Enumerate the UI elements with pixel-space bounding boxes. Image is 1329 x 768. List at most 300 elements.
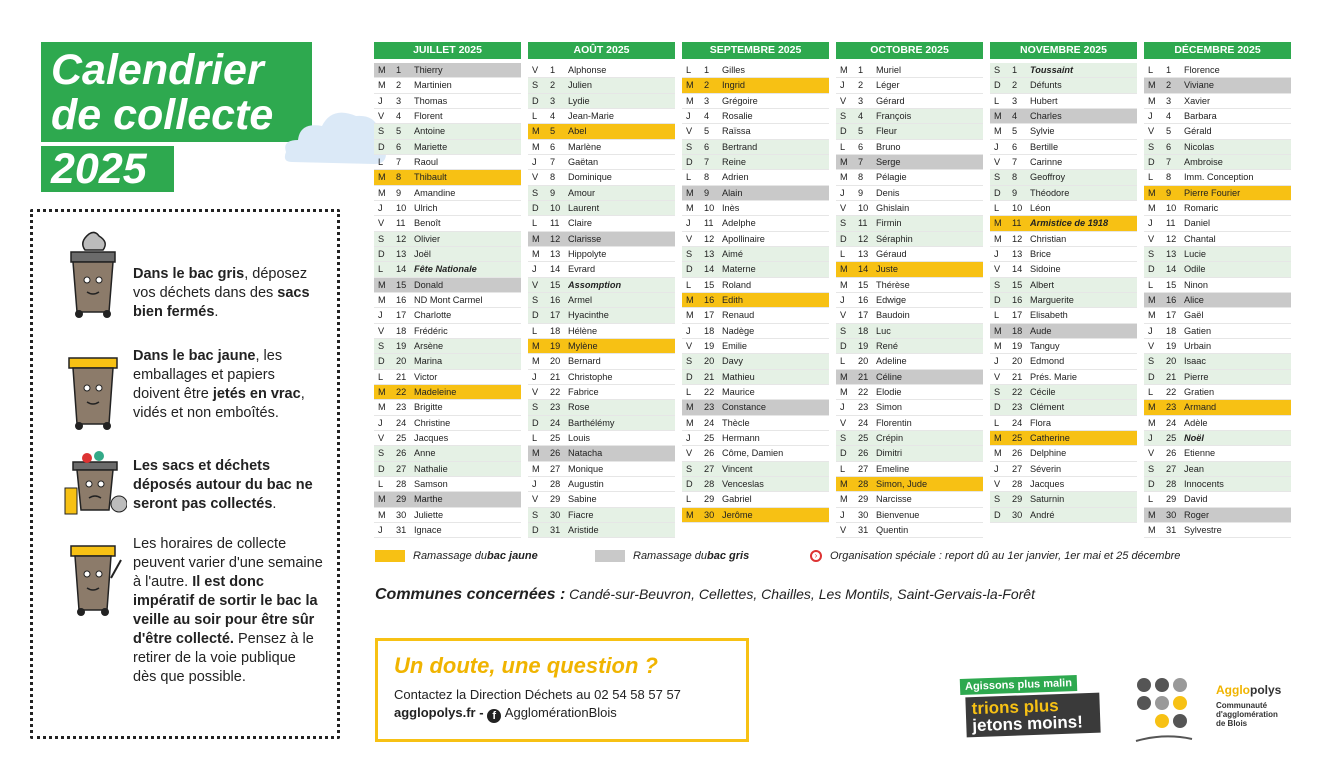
day-row xyxy=(528,477,675,492)
saint-name: Thierry xyxy=(414,65,443,75)
day-number: 31 xyxy=(550,524,561,535)
day-number: 5 xyxy=(550,126,556,137)
day-number: 7 xyxy=(550,156,556,167)
weekday-letter: M xyxy=(1148,509,1156,520)
day-number: 18 xyxy=(396,325,407,336)
special-arrow-icon: › xyxy=(810,550,822,562)
day-row xyxy=(836,324,983,339)
saint-name: Grégoire xyxy=(722,95,758,106)
day-row xyxy=(990,94,1137,109)
weekday-letter: M xyxy=(994,340,1002,351)
weekday-letter: L xyxy=(378,478,384,489)
weekday-letter: D xyxy=(378,356,385,367)
day-number: 14 xyxy=(1166,264,1177,275)
day-number: 26 xyxy=(858,448,869,459)
weekday-letter: L xyxy=(840,463,846,474)
day-row xyxy=(374,308,521,323)
day-number: 22 xyxy=(1012,386,1023,397)
weekday-letter: J xyxy=(994,141,999,152)
day-number: 3 xyxy=(1166,95,1172,106)
day-number: 20 xyxy=(704,356,715,367)
weekday-letter: L xyxy=(840,356,846,367)
day-row xyxy=(528,385,675,400)
contact-box xyxy=(375,638,749,742)
weekday-letter: M xyxy=(994,432,1002,443)
day-number: 7 xyxy=(396,156,402,167)
saint-name: Rosalie xyxy=(722,110,753,121)
saint-name: Clarisse xyxy=(568,233,602,244)
day-number: 13 xyxy=(1166,248,1177,259)
day-row xyxy=(836,431,983,446)
weekday-letter: S xyxy=(532,294,539,305)
weekday-letter: M xyxy=(686,294,694,305)
saint-name: Imm. Conception xyxy=(1184,172,1254,183)
weekday-letter: J xyxy=(840,80,845,91)
weekday-letter: J xyxy=(840,187,845,198)
weekday-letter: V xyxy=(1148,448,1155,459)
weekday-letter: M xyxy=(1148,524,1156,535)
day-row xyxy=(374,232,521,247)
day-row xyxy=(836,232,983,247)
day-row xyxy=(528,201,675,216)
day-number: 26 xyxy=(550,448,561,459)
saint-name: Delphine xyxy=(1030,448,1067,459)
title-year: 2025 xyxy=(41,146,174,192)
day-row xyxy=(682,324,829,339)
day-number: 9 xyxy=(1012,187,1018,198)
yellow-swatch xyxy=(375,550,405,562)
day-number: 15 xyxy=(396,279,407,290)
weekday-letter: V xyxy=(532,65,539,75)
weekday-letter: J xyxy=(378,417,383,428)
weekday-letter: L xyxy=(1148,494,1154,505)
weekday-letter: V xyxy=(994,156,1001,167)
day-number: 5 xyxy=(1166,126,1172,137)
weekday-letter: M xyxy=(378,172,386,183)
saint-name: Fleur xyxy=(876,126,897,137)
saint-name: Reine xyxy=(722,156,747,167)
day-number: 4 xyxy=(396,110,402,121)
communes: Communes concernées : Candé-sur-Beuvron, Cellettes, Chailles, Les Montils, Saint-Gervais-la-Forêt xyxy=(375,586,1035,603)
day-row xyxy=(1144,523,1291,538)
day-row xyxy=(990,508,1137,523)
day-row xyxy=(528,293,675,308)
day-row xyxy=(990,124,1137,139)
weekday-letter: L xyxy=(686,494,692,505)
day-row xyxy=(990,492,1137,507)
day-row xyxy=(682,247,829,262)
saint-name: Alain xyxy=(722,187,743,198)
day-row xyxy=(990,339,1137,354)
day-number: 20 xyxy=(550,356,561,367)
weekday-letter: S xyxy=(686,356,693,367)
weekday-letter: D xyxy=(994,509,1001,520)
saint-name: Donald xyxy=(414,279,444,290)
day-row xyxy=(990,186,1137,201)
saint-name: Davy xyxy=(722,356,743,367)
weekday-letter: D xyxy=(532,202,539,213)
weekday-letter: J xyxy=(1148,432,1153,443)
weekday-letter: S xyxy=(994,279,1001,290)
weekday-letter: M xyxy=(378,279,386,290)
saint-name: Martinien xyxy=(414,80,452,91)
day-number: 24 xyxy=(858,417,869,428)
saint-name: Amour xyxy=(568,187,596,198)
day-row xyxy=(682,400,829,415)
bin-with-bags-icon xyxy=(63,448,127,518)
saint-name: Toussaint xyxy=(1030,65,1074,75)
day-number: 7 xyxy=(704,156,710,167)
day-number: 14 xyxy=(550,264,561,275)
saint-name: Léger xyxy=(876,80,900,91)
day-number: 15 xyxy=(858,279,869,290)
weekday-letter: L xyxy=(532,432,538,443)
day-number: 4 xyxy=(1166,110,1172,121)
contact-line: Contactez la Direction Déchets au 02 54 58 57 57 xyxy=(394,687,681,702)
weekday-letter: J xyxy=(686,325,691,336)
day-number: 17 xyxy=(704,310,715,321)
day-number: 30 xyxy=(1166,509,1177,520)
weekday-letter: D xyxy=(994,80,1001,91)
weekday-letter: S xyxy=(686,141,693,152)
day-row xyxy=(836,370,983,385)
saint-name: Charlotte xyxy=(414,310,452,321)
month-column xyxy=(990,42,1137,538)
day-row xyxy=(990,63,1137,78)
day-number: 26 xyxy=(1166,448,1177,459)
day-number: 22 xyxy=(550,386,561,397)
weekday-letter: M xyxy=(994,448,1002,459)
day-row xyxy=(836,278,983,293)
day-number: 21 xyxy=(858,371,869,382)
day-number: 22 xyxy=(858,386,869,397)
saint-name: Léon xyxy=(1030,202,1051,213)
saint-name: Arsène xyxy=(414,340,444,351)
day-number: 23 xyxy=(858,402,869,413)
day-row xyxy=(836,216,983,231)
day-row xyxy=(836,385,983,400)
saint-name: Aude xyxy=(1030,325,1052,336)
weekday-letter: M xyxy=(840,478,848,489)
info-not-collected: Les sacs et déchets déposés autour du bac ne seront pas collectés. xyxy=(133,458,313,512)
saint-name: Bruno xyxy=(876,141,901,152)
day-row xyxy=(374,278,521,293)
saint-name: Serge xyxy=(876,156,901,167)
weekday-letter: V xyxy=(378,325,385,336)
day-number: 7 xyxy=(858,156,864,167)
saint-name: Ninon xyxy=(1184,279,1209,290)
day-number: 14 xyxy=(704,264,715,275)
day-number: 23 xyxy=(396,402,407,413)
saint-name: René xyxy=(876,340,898,351)
saint-name: Sylvestre xyxy=(1184,524,1222,535)
day-row xyxy=(528,400,675,415)
day-row xyxy=(374,339,521,354)
saint-name: Florent xyxy=(414,110,443,121)
weekday-letter: D xyxy=(686,371,693,382)
day-number: 2 xyxy=(704,80,710,91)
day-row xyxy=(990,232,1137,247)
day-row xyxy=(1144,370,1291,385)
saint-name: Mylène xyxy=(568,340,598,351)
day-row xyxy=(990,262,1137,277)
saint-name: Fabrice xyxy=(568,386,599,397)
weekday-letter: S xyxy=(840,432,847,443)
saint-name: Muriel xyxy=(876,65,902,75)
saint-name: Raoul xyxy=(414,156,439,167)
saint-name: Etienne xyxy=(1184,448,1216,459)
day-row xyxy=(682,170,829,185)
saint-name: Natacha xyxy=(568,448,603,459)
saint-name: Firmin xyxy=(876,218,902,229)
day-row xyxy=(990,78,1137,93)
title-line1: Calendrier xyxy=(51,46,264,94)
weekday-letter: S xyxy=(994,65,1001,75)
day-number: 4 xyxy=(550,110,556,121)
weekday-letter: M xyxy=(378,187,386,198)
day-row xyxy=(1144,293,1291,308)
saint-name: Juste xyxy=(876,264,898,275)
day-number: 25 xyxy=(396,432,407,443)
day-number: 28 xyxy=(858,478,869,489)
saint-name: Marlène xyxy=(568,141,602,152)
saint-name: Armistice de 1918 xyxy=(1030,218,1109,229)
weekday-letter: L xyxy=(532,325,538,336)
saint-name: Carinne xyxy=(1030,156,1063,167)
day-row xyxy=(528,431,675,446)
saint-name: David xyxy=(1184,494,1208,505)
saint-name: Fête Nationale xyxy=(414,264,477,275)
saint-name: Elodie xyxy=(876,386,902,397)
day-row xyxy=(836,186,983,201)
day-number: 29 xyxy=(704,494,715,505)
day-row xyxy=(836,78,983,93)
day-row xyxy=(528,308,675,323)
day-number: 8 xyxy=(1012,172,1018,183)
day-row xyxy=(682,492,829,507)
day-number: 25 xyxy=(1166,432,1177,443)
weekday-letter: M xyxy=(686,310,694,321)
weekday-letter: J xyxy=(994,356,999,367)
day-number: 21 xyxy=(704,371,715,382)
day-row xyxy=(374,293,521,308)
day-row xyxy=(528,155,675,170)
weekday-letter: D xyxy=(378,248,385,259)
day-number: 1 xyxy=(396,65,402,75)
weekday-letter: M xyxy=(686,417,694,428)
day-row xyxy=(374,492,521,507)
day-number: 29 xyxy=(550,494,561,505)
day-number: 9 xyxy=(1166,187,1172,198)
saint-name: Emeline xyxy=(876,463,910,474)
day-row xyxy=(682,109,829,124)
day-number: 30 xyxy=(704,509,715,520)
weekday-letter: L xyxy=(840,141,846,152)
day-row xyxy=(836,155,983,170)
day-number: 25 xyxy=(1012,432,1023,443)
day-row xyxy=(682,508,829,523)
day-row xyxy=(374,170,521,185)
saint-name: Marina xyxy=(414,356,443,367)
saint-name: Bertille xyxy=(1030,141,1059,152)
day-row xyxy=(1144,431,1291,446)
day-row xyxy=(528,124,675,139)
weekday-letter: S xyxy=(994,494,1001,505)
saint-name: Ignace xyxy=(414,524,442,535)
saint-name: Séraphin xyxy=(876,233,913,244)
day-number: 26 xyxy=(396,448,407,459)
saint-name: Innocents xyxy=(1184,478,1224,489)
saint-name: Edmond xyxy=(1030,356,1065,367)
weekday-letter: J xyxy=(840,294,845,305)
day-row xyxy=(836,416,983,431)
day-row xyxy=(682,262,829,277)
day-number: 30 xyxy=(1012,509,1023,520)
day-row xyxy=(682,431,829,446)
saint-name: Venceslas xyxy=(722,478,764,489)
day-row xyxy=(836,247,983,262)
saint-name: Joël xyxy=(414,248,431,259)
day-row xyxy=(528,232,675,247)
saint-name: Antoine xyxy=(414,126,446,137)
day-number: 10 xyxy=(1166,202,1177,213)
weekday-letter: S xyxy=(1148,141,1155,152)
day-number: 20 xyxy=(858,356,869,367)
saint-name: Christine xyxy=(414,417,451,428)
saint-name: Juliette xyxy=(414,509,444,520)
saint-name: Geoffroy xyxy=(1030,172,1066,183)
day-number: 2 xyxy=(550,80,556,91)
day-row xyxy=(1144,416,1291,431)
day-row xyxy=(528,278,675,293)
day-row xyxy=(1144,308,1291,323)
weekday-letter: J xyxy=(1148,218,1153,229)
weekday-letter: J xyxy=(686,218,691,229)
saint-name: Bernard xyxy=(568,356,601,367)
day-number: 12 xyxy=(1012,233,1023,244)
day-row xyxy=(682,155,829,170)
saint-name: Hyacinthe xyxy=(568,310,609,321)
day-row xyxy=(374,523,521,538)
saint-name: Adeline xyxy=(876,356,907,367)
day-row xyxy=(374,508,521,523)
day-number: 23 xyxy=(550,402,561,413)
day-number: 12 xyxy=(704,233,715,244)
day-number: 20 xyxy=(396,356,407,367)
saint-name: Chantal xyxy=(1184,233,1216,244)
weekday-letter: V xyxy=(994,371,1001,382)
weekday-letter: D xyxy=(994,294,1001,305)
day-number: 15 xyxy=(704,279,715,290)
weekday-letter: M xyxy=(686,187,694,198)
day-number: 13 xyxy=(1012,248,1023,259)
day-number: 27 xyxy=(396,463,407,474)
day-number: 29 xyxy=(396,494,407,505)
saint-name: Monique xyxy=(568,463,604,474)
weekday-letter: L xyxy=(994,95,1000,106)
weekday-letter: V xyxy=(686,448,693,459)
day-number: 8 xyxy=(550,172,556,183)
day-row xyxy=(990,308,1137,323)
day-number: 3 xyxy=(858,95,864,106)
day-number: 18 xyxy=(1166,325,1177,336)
saint-name: Assomption xyxy=(568,279,622,290)
weekday-letter: V xyxy=(532,494,539,505)
weekday-letter: V xyxy=(994,478,1001,489)
weekday-letter: D xyxy=(1148,264,1155,275)
day-row xyxy=(1144,63,1291,78)
day-number: 6 xyxy=(1166,141,1172,152)
saint-name: Gabriel xyxy=(722,494,752,505)
day-number: 1 xyxy=(858,65,864,75)
weekday-letter: V xyxy=(840,417,847,428)
day-number: 2 xyxy=(1012,80,1018,91)
weekday-letter: J xyxy=(1148,325,1153,336)
day-row xyxy=(682,339,829,354)
day-number: 23 xyxy=(1166,402,1177,413)
day-number: 6 xyxy=(550,141,556,152)
weekday-letter: J xyxy=(1148,110,1153,121)
weekday-letter: D xyxy=(994,187,1001,198)
day-number: 15 xyxy=(1166,279,1177,290)
day-row xyxy=(990,293,1137,308)
weekday-letter: M xyxy=(378,65,386,75)
saint-name: Adrien xyxy=(722,172,749,183)
day-number: 21 xyxy=(1012,371,1023,382)
day-row xyxy=(990,109,1137,124)
saint-name: Clément xyxy=(1030,402,1065,413)
day-row xyxy=(374,140,521,155)
day-row xyxy=(682,370,829,385)
day-number: 19 xyxy=(858,340,869,351)
weekday-letter: S xyxy=(686,463,693,474)
saint-name: Alice xyxy=(1184,294,1204,305)
weekday-letter: J xyxy=(378,202,383,213)
saint-name: Raïssa xyxy=(722,126,751,137)
day-number: 8 xyxy=(1166,172,1172,183)
saint-name: Hippolyte xyxy=(568,248,607,259)
saint-name: Frédéric xyxy=(414,325,448,336)
month-column xyxy=(682,42,829,538)
weekday-letter: J xyxy=(378,524,383,535)
legend-yellow: Ramassage du bac jaune xyxy=(375,550,538,562)
day-number: 11 xyxy=(1166,218,1176,229)
day-number: 5 xyxy=(704,126,710,137)
saint-name: Olivier xyxy=(414,233,441,244)
saint-name: Nathalie xyxy=(414,463,448,474)
contact-web[interactable]: agglopolys.fr - f AgglomérationBlois xyxy=(394,705,617,722)
saint-name: Pierre xyxy=(1184,371,1209,382)
saint-name: Romaric xyxy=(1184,202,1219,213)
day-number: 30 xyxy=(550,509,561,520)
day-row xyxy=(990,354,1137,369)
day-number: 6 xyxy=(396,141,402,152)
saint-name: Christian xyxy=(1030,233,1067,244)
day-row xyxy=(990,477,1137,492)
weekday-letter: M xyxy=(378,402,386,413)
saint-name: Gérard xyxy=(876,95,905,106)
month-header: NOVEMBRE 2025 xyxy=(990,42,1137,59)
month-header: AOÛT 2025 xyxy=(528,42,675,59)
month-column xyxy=(374,42,521,538)
month-header: DÉCEMBRE 2025 xyxy=(1144,42,1291,59)
weekday-letter: L xyxy=(378,156,384,167)
day-row xyxy=(990,416,1137,431)
day-row xyxy=(682,477,829,492)
weekday-letter: D xyxy=(840,126,847,137)
day-row xyxy=(990,431,1137,446)
saint-name: Gilles xyxy=(722,65,745,75)
